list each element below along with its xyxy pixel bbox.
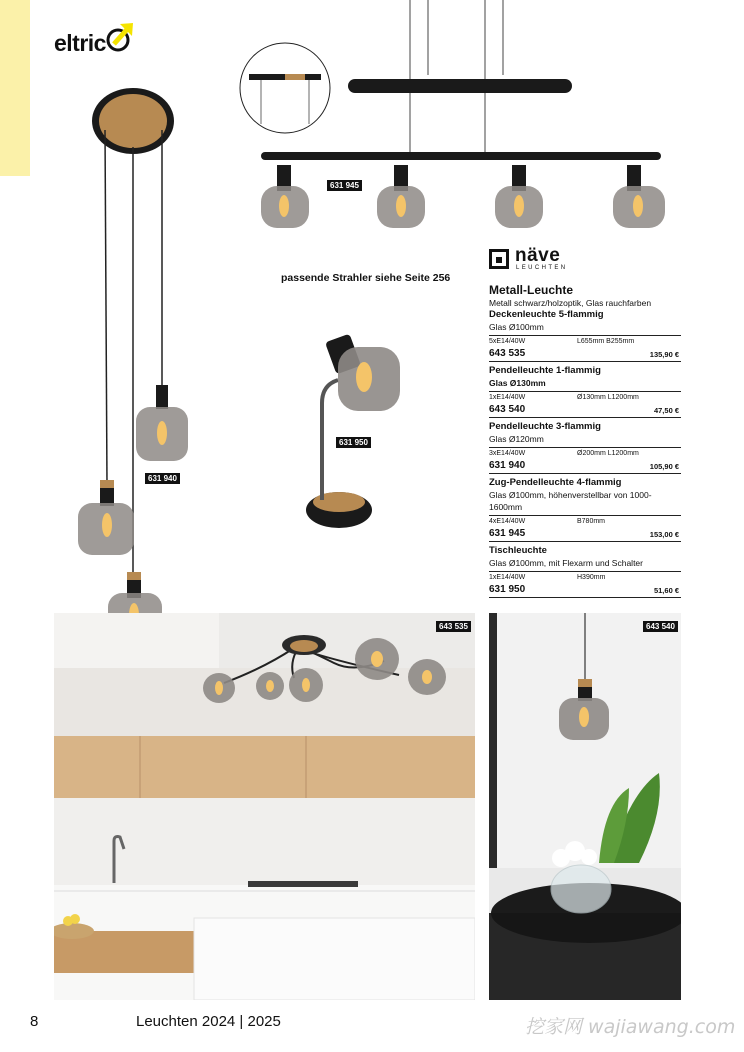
item-spec: Glas Ø120mm [489,434,544,444]
item-dims: B780mm [577,518,606,525]
naeve-subtitle: LEUCHTEN [516,265,568,271]
item-bulbs: 4xE14/40W [489,518,526,525]
product-item [489,421,681,474]
item-number: 643 540 [489,404,526,415]
naeve-logo [489,245,589,275]
watermark: 挖家网 wajiawang.com [525,1016,736,1038]
divider [489,541,681,542]
item-dims: Ø130mm L1200mm [577,394,639,401]
item-number: 631 950 [489,584,526,595]
kitchen-photo [54,613,475,1000]
dining-photo [489,613,681,1000]
item-bulbs: 1xE14/40W [489,574,526,581]
item-name: Pendelleuchte 3-flammig [489,421,601,432]
divider [489,417,681,418]
divider [489,361,681,362]
product-item [489,365,681,418]
table-lamp-illustration [300,325,410,535]
item-spec: Glas Ø130mm [489,378,546,388]
logo-arrow-icon [106,20,136,52]
item-number: 631 940 [489,460,526,471]
item-number: 631 945 [489,528,526,539]
item-price: 105,90 € [649,462,679,471]
item-dims: H390mm [577,574,606,581]
page-edge-marker [0,0,30,176]
tag-631950: 631 950 [336,437,371,448]
catalog-title: Leuchten 2024 | 2025 [136,1013,281,1030]
item-name: Tischleuchte [489,545,547,556]
item-bulbs: 5xE14/40W [489,338,526,345]
item-spec: Glas Ø100mm, höhenverstellbar von 1000-1600mm [489,490,652,512]
item-name: Deckenleuchte 5-flammig [489,309,604,320]
eltric-logo [54,20,144,60]
tag-631940: 631 940 [145,473,180,484]
kitchen-scene [54,613,475,1000]
item-dims: Ø200mm L1200mm [577,450,639,457]
logo-text: eltric [54,30,106,56]
item-price: 51,60 € [653,586,679,595]
item-price: 47,50 € [653,406,679,415]
item-spec: Glas Ø100mm, mit Flexarm und Schalter [489,558,643,568]
item-bulbs: 1xE14/40W [489,394,526,401]
product-item [489,477,681,542]
item-price: 135,90 € [649,350,679,359]
pendant-4-illustration [235,0,675,235]
item-price: 153,00 € [649,530,679,539]
product-title: Metall-Leuchte [489,283,574,297]
product-item [489,545,681,598]
naeve-logo-mark-icon [489,249,509,269]
item-name: Pendelleuchte 1-flammig [489,365,601,376]
product-subtitle: Metall schwarz/holzoptik, Glas rauchfarben [489,298,652,308]
pendant-3-illustration [70,85,200,655]
item-number: 643 535 [489,348,526,359]
naeve-name: näve [515,245,561,266]
divider [489,597,681,598]
dining-scene [489,613,681,1000]
spotlight-note: passende Strahler siehe Seite 256 [281,272,451,284]
divider [489,473,681,474]
product-panel [489,283,681,601]
tag-643535: 643 535 [436,621,471,632]
item-bulbs: 3xE14/40W [489,450,526,457]
page-number: 8 [30,1013,39,1030]
tag-643540: 643 540 [643,621,678,632]
item-spec: Glas Ø100mm [489,322,544,332]
product-item [489,309,681,362]
item-name: Zug-Pendelleuchte 4-flammig [489,477,622,488]
item-dims: L655mm B255mm [577,338,635,345]
tag-631945: 631 945 [327,180,362,191]
